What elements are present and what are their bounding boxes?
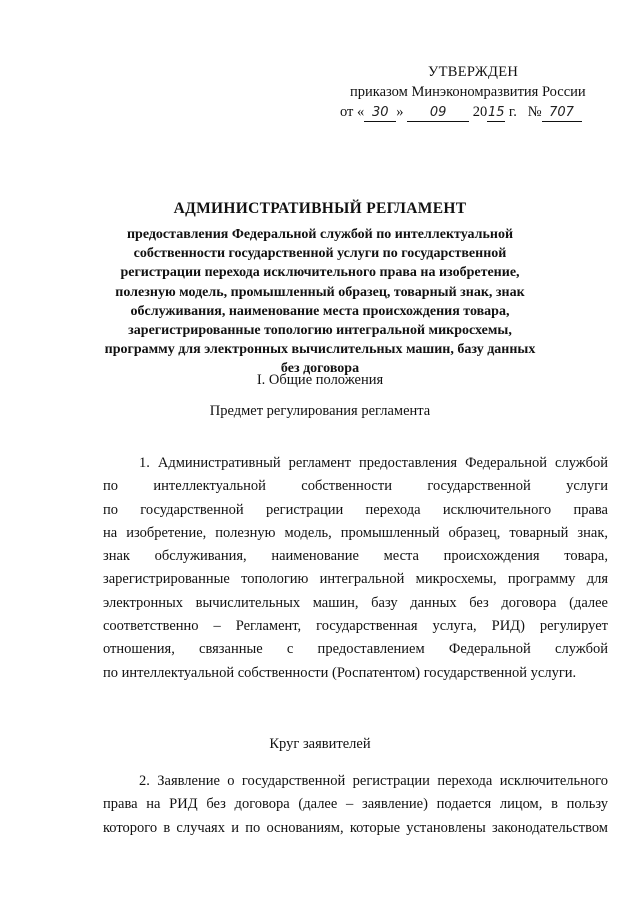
- paragraph-line: 1. Административный регламент предоставления Федеральной службой: [139, 455, 608, 471]
- date-mid: »: [396, 104, 404, 120]
- paragraph-line: по интеллектуальной собственности государственной услуги: [103, 478, 608, 495]
- approval-stamp: [340, 62, 610, 122]
- order-label: приказом Минэкономразвития России: [350, 84, 586, 100]
- year-suffix: г.: [505, 104, 517, 120]
- number-prefix: №: [527, 104, 542, 120]
- paragraph-line: знак обслуживания, наименование места происхождения товара,: [103, 548, 608, 565]
- paragraph-line: которого в случаях и по основаниям, которые установлены законодательством: [103, 819, 608, 836]
- handwritten-month: 09: [407, 104, 469, 122]
- document-title: АДМИНИСТРАТИВНЫЙ РЕГЛАМЕНТ: [173, 200, 467, 217]
- approved-label: УТВЕРЖДЕН: [428, 64, 519, 80]
- paragraph-2: [103, 770, 608, 840]
- section-heading-applicants: Круг заявителей: [269, 736, 371, 752]
- date-prefix: от «: [340, 104, 365, 120]
- section-heading-general: I. Общие положения: [256, 372, 384, 388]
- paragraph-line: электронных вычислительных машин, базу данных без договора (далее: [103, 594, 608, 611]
- paragraph-line: права на РИД без договора (далее – заявление) подается лицом, в пользу: [103, 796, 608, 813]
- paragraph-line: отношения, связанные с предоставлением Федеральной службой: [103, 641, 608, 658]
- handwritten-number: 707: [542, 104, 582, 122]
- paragraph-line: по государственной регистрации перехода исключительного права: [103, 501, 608, 518]
- document-subtitle: предоставления Федеральной службой по интеллектуальной собственности государственной услуги по государственной регистрации перехода исключительного права на изобретение, полезную модель, промышленный образец, товарный знак, знак обслуживания, наименование места происхождения товара, зарегистрированные топологию интегральной микросхемы, программу для электронных вычислительных машин, базу данных без договора: [104, 227, 536, 377]
- paragraph-line: зарегистрированные топологию интегральной микросхемы, программу для: [103, 571, 608, 588]
- paragraph-line: по интеллектуальной собственности (Роспатентом) государственной услуги.: [103, 664, 577, 681]
- paragraph-line: на изобретение, полезную модель, промышленный образец, товарный знак,: [103, 524, 608, 541]
- handwritten-day: 30: [364, 104, 396, 122]
- order-date-line: [340, 102, 610, 122]
- section-heading-subject: Предмет регулирования регламента: [209, 403, 431, 419]
- paragraph-line: соответственно – Регламент, государственная услуга, РИД) регулирует: [103, 618, 608, 635]
- paragraph-line: 2. Заявление о государственной регистрации перехода исключительного: [139, 773, 608, 789]
- year-prefix: 20: [472, 104, 488, 120]
- paragraph-1: [103, 452, 608, 685]
- handwritten-year: 15: [488, 105, 505, 120]
